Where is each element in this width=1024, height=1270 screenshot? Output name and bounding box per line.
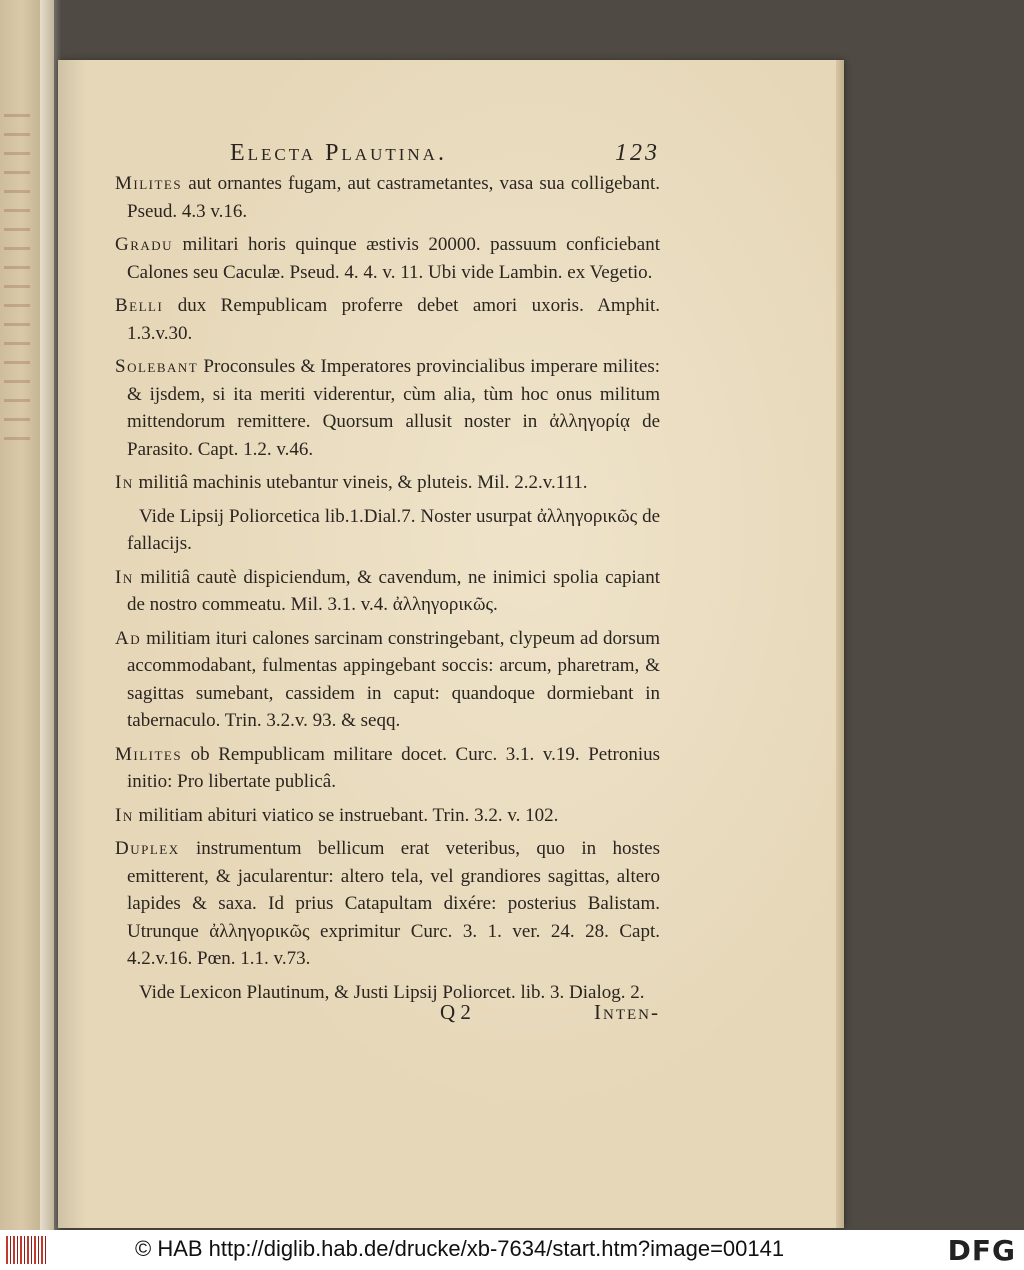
- entry-text: militiâ machinis utebantur vineis, & pluteis. Mil. 2.2.v.111.: [133, 472, 588, 493]
- entry-3: [115, 292, 660, 347]
- entry-text: militari horis quinque æstivis 20000. passuum conficiebant Calones seu Caculæ. Pseud. 4. 4. v. 11. Ubi vide Lambin. ex Vegetio.: [127, 234, 660, 283]
- entry-9: [115, 741, 660, 796]
- entry-lead: Duplex: [115, 838, 180, 859]
- entry-lead: Gradu: [115, 234, 174, 255]
- entry-text: militiam abituri viatico se instruebant. Trin. 3.2. v. 102.: [133, 804, 559, 826]
- source-link[interactable]: © HAB http://diglib.hab.de/drucke/xb-7634/start.htm?image=00141: [135, 1236, 785, 1261]
- entry-text: militiâ cautè dispiciendum, & cavendum, ne inimici spolia capiant de nostro commeatu. Mil. 3.1. v.4. ἀλληγορικῶς.: [127, 566, 660, 615]
- entry-text: ob Rempublicam militare docet. Curc. 3.1. v.19. Petronius initio: Pro libertate publicâ.: [127, 743, 660, 792]
- entry-lead: Belli: [115, 295, 164, 316]
- entry-lead: In: [115, 566, 134, 588]
- entry-10: [115, 802, 660, 830]
- entry-6: [115, 503, 660, 558]
- barcode-icon: [6, 1236, 46, 1264]
- body-text: [115, 170, 660, 1012]
- running-header: [230, 140, 660, 170]
- previous-page-text-marks: [4, 110, 30, 440]
- entry-5: [115, 469, 660, 497]
- dfg-logo: DFG: [947, 1234, 1016, 1267]
- entry-lead: Ad: [115, 627, 142, 649]
- entry-text: dux Rempublicam proferre debet amori uxoris. Amphit. 1.3.v.30.: [127, 295, 660, 344]
- entry-text: aut ornantes fugam, aut castrametantes, vasa sua colligebant. Pseud. 4.3 v.16.: [127, 173, 660, 222]
- entry-lead: In: [115, 804, 134, 826]
- entry-1: [115, 170, 660, 225]
- running-title: Electa Plautina.: [230, 140, 447, 166]
- entry-text: militiam ituri calones sarcinam constringebant, clypeum ad dorsum accommodabant, fulmentas appingebant soccis: arcum, pharetram, & sagittas sumebant, cassidem in caput: quandoque dormiebant in tabernaculo. Trin. 3.2.v. 93. & seqq.: [127, 627, 660, 731]
- catchword: Inten-: [594, 1000, 660, 1024]
- entry-lead: Milites: [115, 743, 183, 765]
- signature-mark: Q 2: [440, 1000, 471, 1024]
- entry-11: [115, 835, 660, 973]
- page-footer: [440, 1000, 660, 1030]
- entry-4: [115, 353, 660, 463]
- entry-text: instrumentum bellicum erat veteribus, quo in hostes emitterent, & jacularentur: altero tela, vel grandiores sagittas, altero lapides & saxa. Id prius Catapultam dixére: posterius Balistam. Utrunque ἀλληγορικῶς exprimitur Curc. 3. 1. ver. 24. 28. Capt. 4.2.v.16. Pœn. 1.1. v.73.: [127, 838, 660, 969]
- viewer-bottom-bar: [0, 1230, 1024, 1270]
- entry-lead: In: [115, 472, 134, 493]
- entry-text: Vide Lexicon Plautinum, & Justi Lipsij Poliorcet. lib. 3. Dialog. 2.: [139, 981, 645, 1003]
- entry-8: [115, 625, 660, 735]
- entry-text: Vide Lipsij Poliorcetica lib.1.Dial.7. Noster usurpat ἀλληγορικῶς de fallacijs.: [127, 505, 660, 554]
- entry-text: Proconsules & Imperatores provincialibus imperare milites: & ijsdem, si ita meriti viderentur, cùm alia, tùm hoc onus militum mittendorum remittere. Quorsum allusit noster in ἀλληγορίᾳ de Parasito. Capt. 1.2. v.46.: [127, 356, 660, 460]
- entry-2: [115, 231, 660, 286]
- page-number: 123: [615, 140, 660, 166]
- page-right-edge: [836, 60, 844, 1228]
- entry-lead: Milites: [115, 173, 183, 194]
- entry-7: [115, 564, 660, 619]
- entry-lead: Solebant: [115, 356, 199, 377]
